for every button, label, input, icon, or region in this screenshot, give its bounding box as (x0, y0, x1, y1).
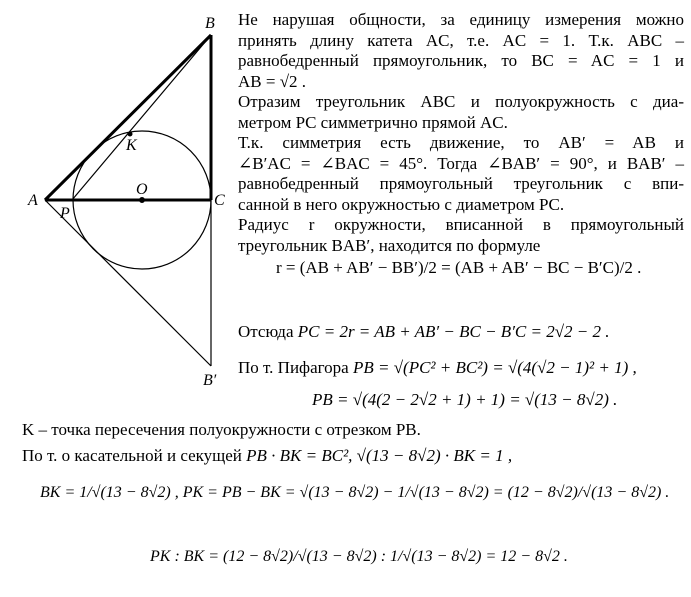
tangent-prefix: По т. о касательной и секущей (22, 446, 242, 465)
segment-ab-prime (45, 200, 211, 366)
solution-text (238, 10, 684, 256)
ratio-formula: PK : BK = (12 − 8√2)/√(13 − 8√2) : 1/√(13 − 8√2) = 12 − 8√2 . (150, 548, 568, 565)
p3-line3: равнобедренный прямоугольный треугольник с впи- (238, 174, 684, 193)
tangent-formula: PB · BK = BC², √(13 − 8√2) · BK = 1 , (246, 446, 513, 465)
formula-pc-prefix: Отсюда (238, 322, 294, 341)
k-definition: K – точка пересечения полуокружности с отрезком PB. (22, 420, 421, 439)
bk-pk-formula: BK = 1/√(13 − 8√2) , PK = PB − BK = √(13 − 8√2) − 1/√(13 − 8√2) = (12 − 8√2)/√(13 − 8√2) . (40, 484, 670, 501)
p3-line1: Т.к. симметрия есть движение, то AB′ = AB и (238, 133, 684, 152)
label-c: C (214, 192, 225, 209)
p4-line1: Радиус r окружности, вписанной в прямоугольный (238, 215, 684, 234)
geometry-figure (0, 0, 232, 395)
formula-pc (238, 322, 610, 342)
p3-line2: ∠B′AC = ∠BAC = 45°. Тогда ∠BAB′ = 90°, и BAB′ – (238, 153, 684, 173)
p2-line1: Отразим треугольник ABC и полуокружность с диа- (238, 92, 684, 111)
label-p: P (60, 205, 70, 222)
center-o (140, 198, 145, 203)
p1-line2: принять длину катета AC, т.е. AC = 1. Т.к. ABC – (238, 30, 684, 50)
p1-line1: Не нарушая общности, за единицу измерения можно (238, 10, 684, 29)
pyth-formula1: PB = √(PC² + BC²) = √(4(√2 − 1)² + 1) , (352, 358, 637, 377)
pyth-prefix: По т. Пифагора (238, 358, 349, 377)
pythagoras-line1 (238, 358, 637, 378)
p4-line2: треугольник BAB′, находится по формуле (238, 235, 541, 255)
segment-pb (72, 35, 211, 200)
p1-line3: равнобедренный прямоугольник, то BC = AC = 1 и (238, 51, 684, 70)
p1-line4: AB = √2 . (238, 71, 307, 91)
label-b: B (205, 15, 215, 32)
point-k (128, 132, 132, 136)
label-b-prime: B′ (203, 372, 217, 389)
formula-r: r = (AB + AB′ − BB′)/2 = (AB + AB′ − BC − B′C)/2 . (276, 258, 642, 277)
segment-ab (45, 35, 211, 200)
label-k: K (126, 137, 137, 154)
pythagoras-line2: PB = √(4(2 − 2√2 + 1) + 1) = √(13 − 8√2) . (312, 390, 618, 409)
label-o: O (136, 181, 148, 198)
tangent-secant (22, 446, 512, 466)
label-a: A (28, 192, 38, 209)
p3-line4: санной в него окружностью с диаметром PC. (238, 194, 565, 214)
p2-line2: метром PC симметрично прямой AC. (238, 112, 508, 132)
formula-pc-body: PC = 2r = AB + AB′ − BC − B′C = 2√2 − 2 . (297, 322, 610, 341)
